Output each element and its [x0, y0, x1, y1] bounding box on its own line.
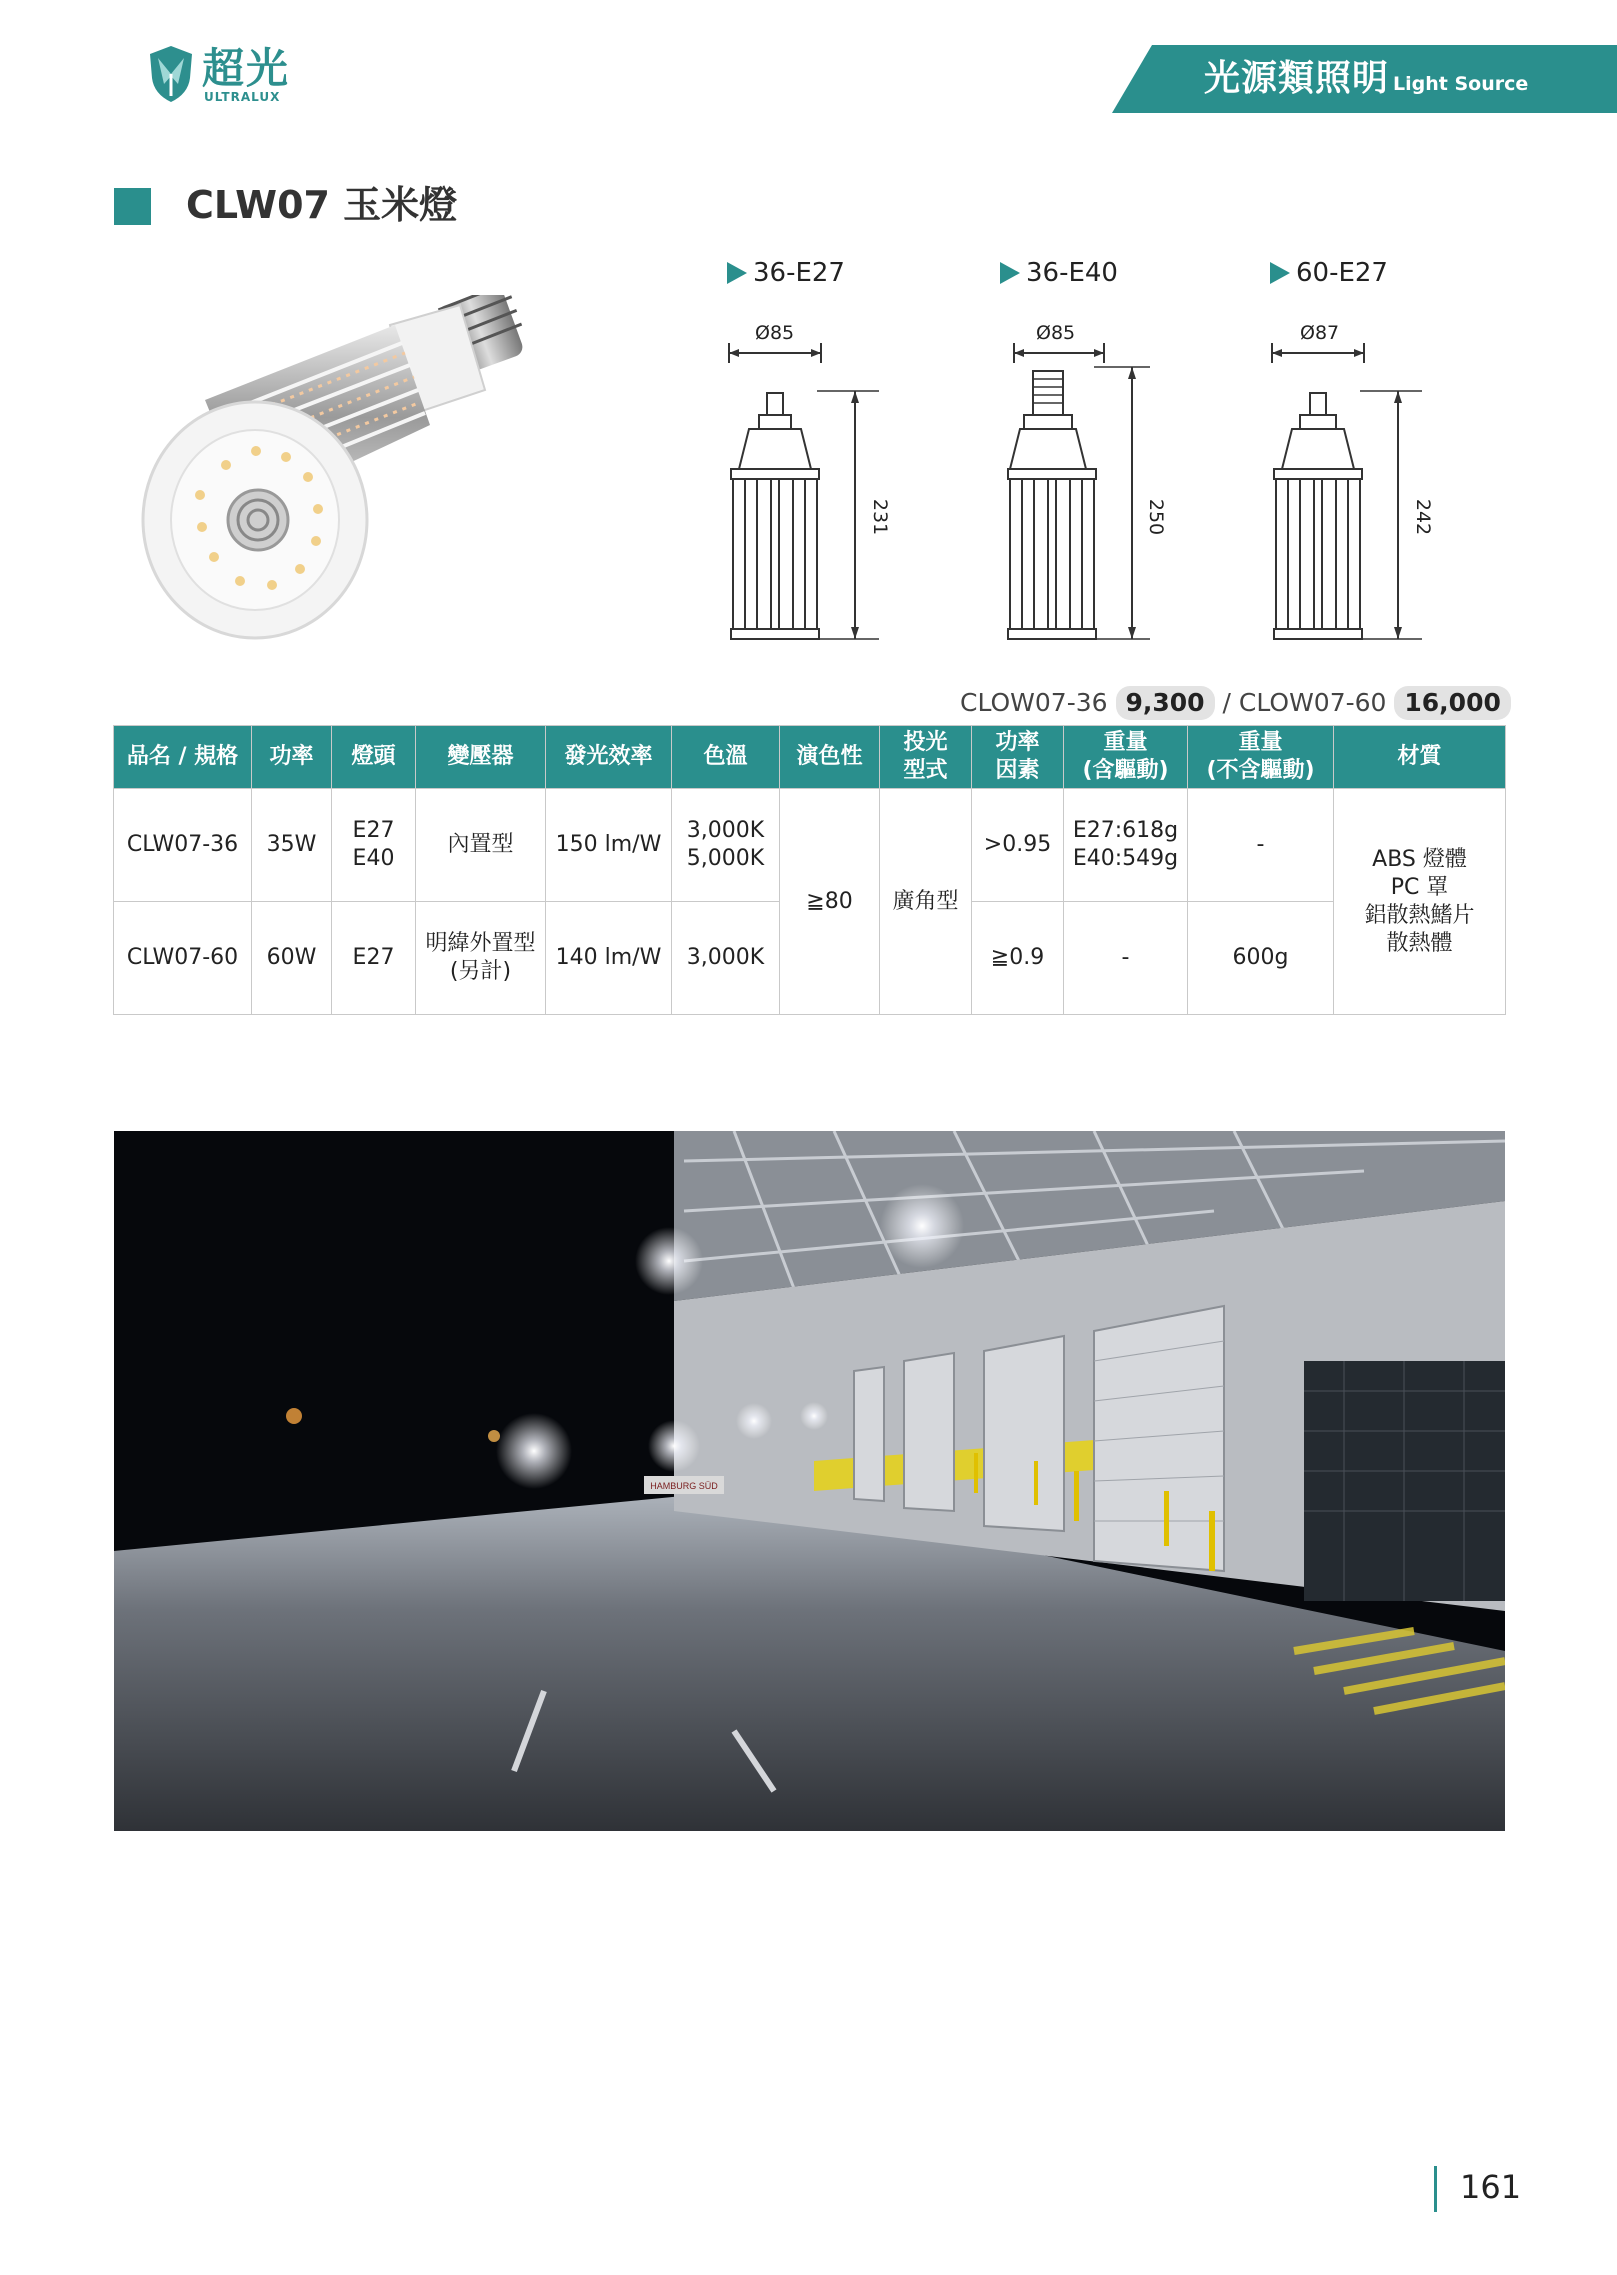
col-header: 重量 (不含驅動): [1188, 726, 1334, 789]
spec-table: [113, 725, 1506, 1015]
cell-base: E27: [332, 902, 416, 1015]
diagram-label: 36-E27: [753, 258, 845, 288]
cell-cri: ≧80: [780, 789, 880, 1015]
price-model-2: / CLOW07-60: [1222, 688, 1387, 717]
table-header-row: [114, 726, 1506, 789]
lamp-outline: [1270, 255, 1510, 655]
application-photo: [114, 1131, 1505, 1831]
cell-efficacy: 150 lm/W: [546, 789, 672, 902]
cell-cct: 3,000K 5,000K: [672, 789, 780, 902]
cell-pf: ≧0.9: [972, 902, 1064, 1015]
cell-weight-with: E27:618g E40:549g: [1064, 789, 1188, 902]
col-header: 品名 / 規格: [114, 726, 252, 789]
price-value-1: 9,300: [1116, 686, 1215, 720]
cell-model: CLW07-60: [114, 902, 252, 1015]
category-banner: [1112, 45, 1617, 113]
cell-driver: 內置型: [416, 789, 546, 902]
logo-cn: 超光: [202, 44, 291, 93]
photo-sign-text: HAMBURG SÜD: [650, 1481, 718, 1491]
diagram-length: 231: [869, 498, 892, 536]
diagram-diameter: Ø87: [1300, 322, 1340, 344]
table-row: [114, 789, 1506, 902]
cell-pf: >0.95: [972, 789, 1064, 902]
col-header: 重量 (含驅動): [1064, 726, 1188, 789]
bulb-front-cap: [143, 402, 367, 638]
page-number: 161: [1460, 2168, 1522, 2206]
diagram-36-e27: [727, 255, 967, 655]
lamp-outline: [727, 255, 967, 655]
cell-material: ABS 燈體 PC 罩 鋁散熱鰭片 散熱體: [1334, 789, 1506, 1015]
banner-title-cn: 光源類照明: [1204, 58, 1390, 99]
cell-weight-without: -: [1188, 789, 1334, 902]
cell-beam: 廣角型: [880, 789, 972, 1015]
diagram-length: 242: [1412, 498, 1435, 536]
cell-cct: 3,000K: [672, 902, 780, 1015]
col-header: 功率: [252, 726, 332, 789]
banner-title-en: Light Source: [1393, 73, 1529, 95]
cell-weight-without: 600g: [1188, 902, 1334, 1015]
diagram-length: 250: [1145, 498, 1168, 536]
col-header: 發光效率: [546, 726, 672, 789]
diagram-diameter: Ø85: [755, 322, 795, 344]
product-image: [140, 295, 570, 645]
col-header: 變壓器: [416, 726, 546, 789]
cell-weight-with: -: [1064, 902, 1188, 1015]
warehouse-night-scene: [114, 1131, 1505, 1831]
cell-efficacy: 140 lm/W: [546, 902, 672, 1015]
cell-power: 35W: [252, 789, 332, 902]
page-number-bar: [1434, 2166, 1437, 2212]
col-header: 功率 因素: [972, 726, 1064, 789]
logo-icon: [148, 44, 194, 104]
col-header: 色溫: [672, 726, 780, 789]
diagram-label: 60-E27: [1296, 258, 1388, 288]
diagram-label: 36-E40: [1026, 258, 1118, 288]
col-header: 演色性: [780, 726, 880, 789]
cell-model: CLW07-36: [114, 789, 252, 902]
cell-driver: 明緯外置型 (另計): [416, 902, 546, 1015]
price-value-2: 16,000: [1394, 686, 1510, 720]
diagram-36-e40: [1000, 255, 1240, 655]
cell-power: 60W: [252, 902, 332, 1015]
section-title: CLW07 玉米燈: [186, 183, 458, 227]
col-header: 投光 型式: [880, 726, 972, 789]
price-line: [960, 686, 1511, 720]
brand-logo: [148, 44, 308, 106]
col-header: 材質: [1334, 726, 1506, 789]
diagram-60-e27: [1270, 255, 1510, 655]
cell-base: E27 E40: [332, 789, 416, 902]
price-model-1: CLOW07-36: [960, 688, 1108, 717]
section-marker: [114, 188, 151, 225]
diagram-diameter: Ø85: [1036, 322, 1076, 344]
col-header: 燈頭: [332, 726, 416, 789]
logo-en: ULTRALUX: [204, 90, 281, 104]
lamp-outline: [1000, 255, 1240, 655]
